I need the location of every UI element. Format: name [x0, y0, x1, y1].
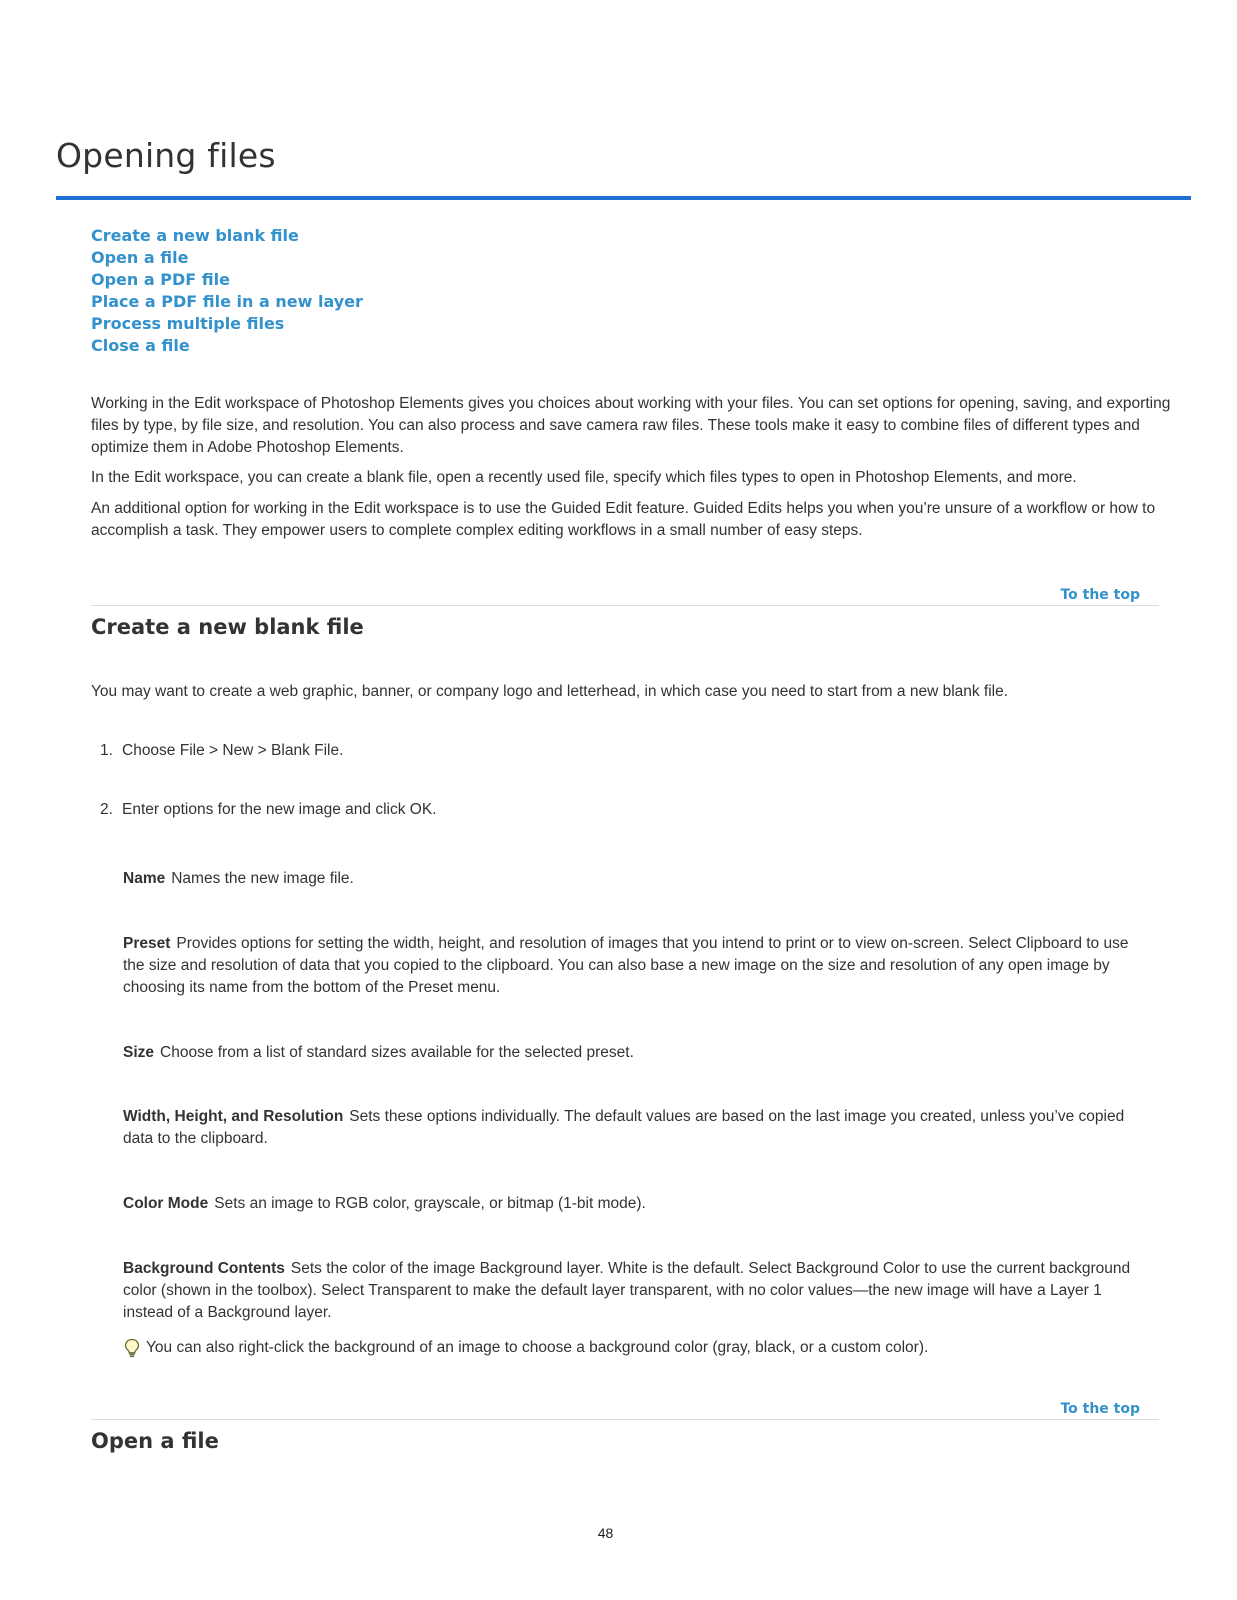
option-description: Names the new image file.: [171, 870, 354, 887]
to-top-link[interactable]: To the top: [1060, 1401, 1140, 1417]
option-size: [123, 1042, 1153, 1064]
step-number: 1.: [100, 742, 113, 759]
toc-item: [91, 247, 363, 269]
option-color-mode: [123, 1193, 1153, 1215]
intro-paragraph-3: An additional option for working in the Edit workspace is to use the Guided Edit feature. Guided Edits helps you when you’re unsure of a workflow or how to accomplish a task. They empower users to complete complex editing workflows in a small number of easy steps.: [91, 500, 1156, 539]
toc-item: [91, 269, 363, 291]
option-background-contents: [123, 1258, 1153, 1324]
title-divider: [56, 196, 1191, 200]
option-description: Sets these options individually. The default values are based on the last image you created, unless you’ve copied data to the clipboard.: [123, 1108, 1125, 1147]
option-description: Choose from a list of standard sizes available for the selected preset.: [160, 1044, 634, 1061]
option-description: Provides options for setting the width, height, and resolution of images that you intend to print or to view on-screen. Select Clipboard to use the size and resolution of data that you copied to the clipboard. You can also base a new image on the size and resolution of any open image by choosing its name from the bottom of the Preset menu.: [123, 935, 1129, 996]
option-preset: [123, 933, 1153, 999]
page-title: Opening files: [56, 136, 276, 175]
toc-item: [91, 225, 363, 247]
toc-link-process-multiple-files[interactable]: Process multiple files: [91, 314, 285, 333]
step-item: [100, 799, 436, 821]
toc-link-open-pdf-file[interactable]: Open a PDF file: [91, 270, 230, 289]
toc-link-create-new-blank-file[interactable]: Create a new blank file: [91, 226, 299, 245]
option-term: Size: [123, 1044, 155, 1061]
to-top-link[interactable]: To the top: [1060, 587, 1140, 603]
section-heading-create-new-blank-file: Create a new blank file: [91, 615, 364, 639]
section-divider: [91, 1419, 1159, 1420]
step-text: Choose File > New > Blank File.: [122, 742, 344, 759]
toc-item: [91, 335, 363, 357]
intro-paragraph-2: In the Edit workspace, you can create a blank file, open a recently used file, specify which files types to open in Photoshop Elements, and more.: [91, 469, 1077, 486]
option-term: Color Mode: [123, 1195, 209, 1212]
toc-link-close-a-file[interactable]: Close a file: [91, 336, 190, 355]
page-number: 48: [597, 1525, 614, 1541]
toc-item: [91, 313, 363, 335]
section1-intro: You may want to create a web graphic, banner, or company logo and letterhead, in which case you need to start from a new blank file.: [91, 683, 1009, 700]
section-heading-open-a-file: Open a file: [91, 1429, 219, 1453]
option-term: Preset: [123, 935, 171, 952]
option-description: Sets an image to RGB color, grayscale, or bitmap (1-bit mode).: [214, 1195, 646, 1212]
toc-link-place-pdf-in-layer[interactable]: Place a PDF file in a new layer: [91, 292, 363, 311]
option-width-height-resolution: [123, 1106, 1153, 1150]
option-term: Width, Height, and Resolution: [123, 1108, 344, 1125]
toc-link-open-a-file[interactable]: Open a file: [91, 248, 189, 267]
tip-text: You can also right-click the background of an image to choose a background color (gray, black, or a custom color).: [146, 1339, 929, 1356]
lightbulb-icon: [123, 1338, 141, 1358]
toc-item: [91, 291, 363, 313]
section-divider: [91, 605, 1159, 606]
option-description: Sets the color of the image Background layer. White is the default. Select Background Color to use the current background color (shown in the toolbox). Select Transparent to make the default layer transparent, with no color values—the new image will have a Layer 1 instead of a Background layer.: [123, 1260, 1131, 1321]
option-name: [123, 868, 1153, 890]
step-number: 2.: [100, 801, 113, 818]
table-of-contents: [91, 225, 363, 357]
intro-paragraph-1: Working in the Edit workspace of Photoshop Elements gives you choices about working with your files. You can set options for opening, saving, and exporting files by type, by file size, and resolution. You can also process and save camera raw files. These tools make it easy to combine files of different types and optimize them in Adobe Photoshop Elements.: [91, 395, 1171, 456]
tip-note: [123, 1337, 928, 1359]
option-term: Background Contents: [123, 1260, 285, 1277]
step-text: Enter options for the new image and click OK.: [122, 801, 437, 818]
option-term: Name: [123, 870, 166, 887]
step-item: [100, 740, 343, 762]
